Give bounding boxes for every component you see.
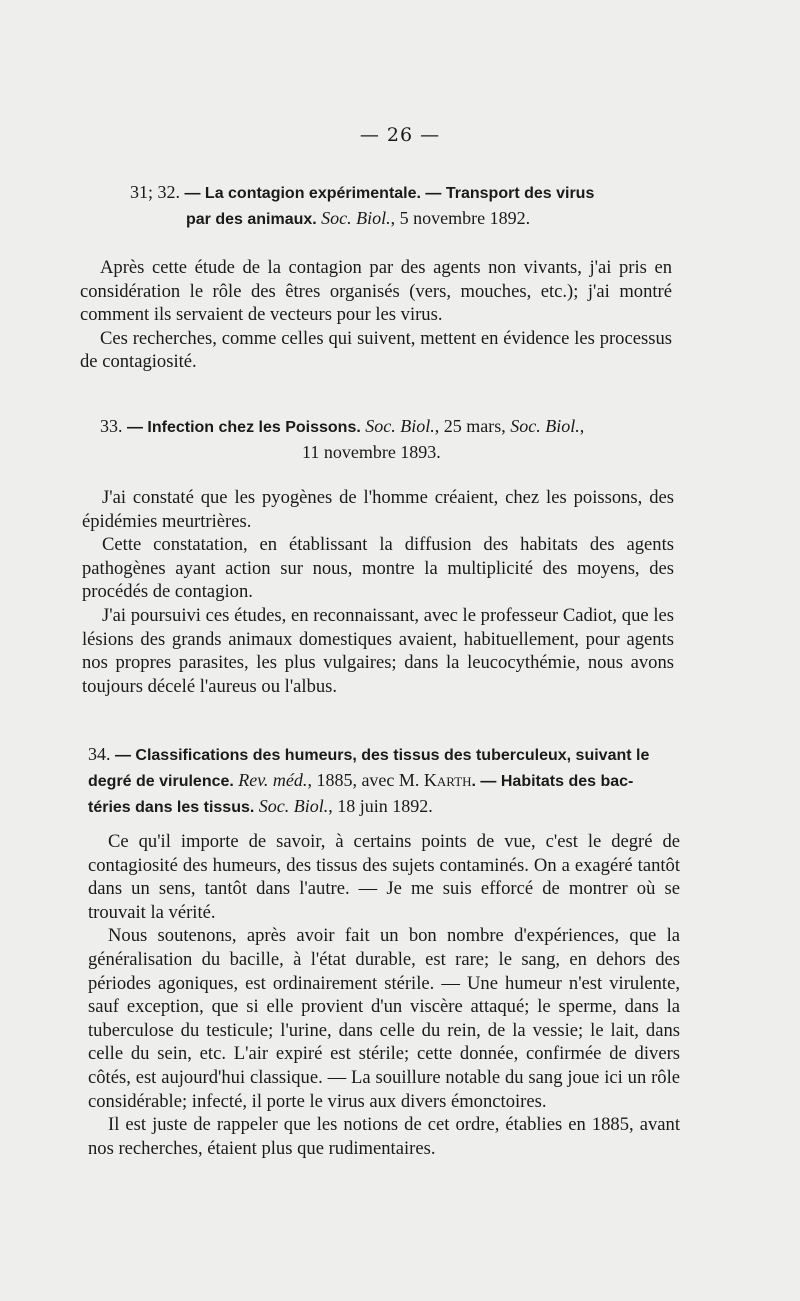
section-heading: 33. — Infection chez les Poissons. Soc. Biol., 25 mars, Soc. Biol., (100, 416, 585, 436)
paragraph: Ce qu'il importe de savoir, à certains points de vue, c'est le degré de contagiosité des humeurs, des tissus des sujets contaminés. On a exagéré tantôt dans un sens, tantôt dans l'autre. — Je me suis efforcé de montrer où se trouvait la vérité. (88, 831, 680, 923)
author-name: Karth (423, 770, 472, 790)
section-33 (0, 414, 800, 466)
paragraph: Il est juste de rappeler que les notions de cet ordre, établies en 1885, avant nos recherches, étaient plus que rudimentaires. (88, 1114, 680, 1159)
section-heading-line2: 11 novembre 1893. (302, 442, 441, 462)
section-31-32-body (80, 256, 672, 374)
paragraph: Nous soutenons, après avoir fait un bon nombre d'expériences, que la généralisation du bacille, à l'état durable, est rare; le sang, en dehors des périodes agoniques, est ordinairement stérile. — Une humeur n'est virulente, sauf exception, que si elle provient d'un viscère attaqué; le sperme, dans la tuberculose du testicule; l'urine, dans celle du rein, de la vessie; le lait, dans celle du sein, etc. L'air expiré est stérile; cette donnée, confirmée de divers côtés, est aujourd'hui classique. — La souillure notable du sang joue ici un rôle considérable; infecté, il porte le virus aux divers émonctoires. (88, 925, 680, 1112)
section-heading: 31; 32. — La contagion expérimentale. — Transport des virus (130, 182, 595, 202)
paragraph: Ces recherches, comme celles qui suivent, mettent en évidence les processus de contagiosité. (80, 327, 672, 373)
section-31-32 (0, 180, 800, 232)
paragraph: Après cette étude de la contagion par des agents non vivants, j'ai pris en considération le rôle des êtres organisés (vers, mouches, etc.); j'ai montré comment ils servaient de vecteurs pour les virus. (80, 257, 672, 326)
section-heading-line2: par des animaux. Soc. Biol., 5 novembre 1892. (186, 208, 531, 228)
page-number: — 26 — (359, 124, 441, 146)
paragraph: Cette constatation, en établissant la diffusion des habitats des agents pathogènes ayant action sur nous, montre la multiplicité des moyens, des procédés de contagion. (82, 534, 674, 603)
section-heading: 34. — Classifications des humeurs, des tissus des tuberculeux, suivant le (88, 744, 650, 764)
section-33-body (82, 486, 674, 698)
section-34 (88, 742, 680, 820)
section-34-body (88, 830, 680, 1160)
section-heading-line3: téries dans les tissus. Soc. Biol., 18 juin 1892. (88, 796, 433, 816)
paragraph: J'ai poursuivi ces études, en reconnaissant, avec le professeur Cadiot, que les lésions des grands animaux domestiques avaient, habituellement, pour agents nos propres parasites, les plus vulgaires; dans la leucocythémie, nous avons toujours décelé l'aureus ou l'albus. (82, 604, 674, 697)
section-heading-line2: degré de virulence. Rev. méd., 1885, avec M. Karth. — Habitats des bac- (88, 770, 634, 790)
paragraph: J'ai constaté que les pyogènes de l'homme créaient, chez les poissons, des épidémies meurtrières. (82, 487, 674, 532)
